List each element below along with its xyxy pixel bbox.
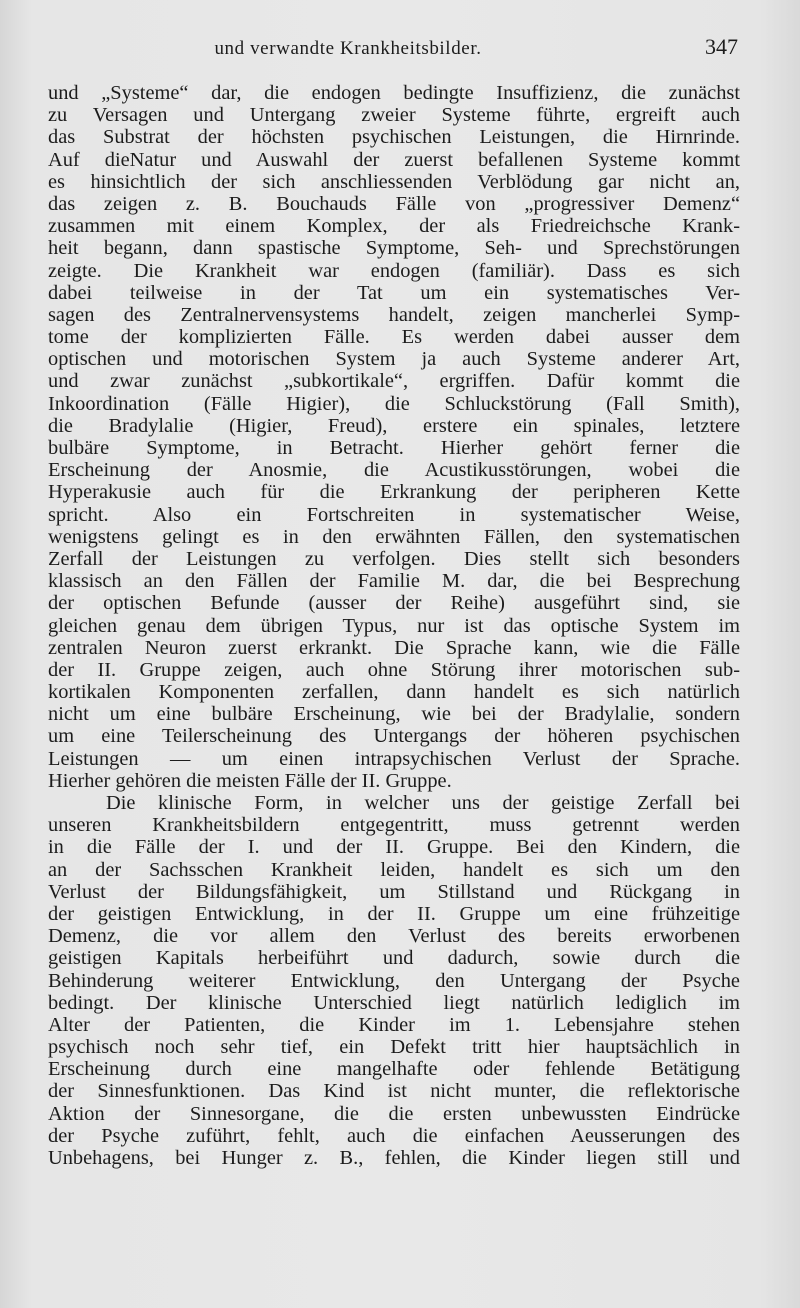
text-line: bedingt. Der klinische Unterschied liegt natürlich lediglich im — [48, 991, 740, 1014]
text-line: der optischen Befunde (ausser der Reihe) ausgeführt sind, sie — [48, 592, 740, 615]
text-line: das zeigen z. B. Bouchauds Fälle von „progressiver Demenz“ — [48, 192, 740, 215]
text-line: gleichen genau dem übrigen Typus, nur ist das optische System im — [48, 614, 740, 637]
text-line: um eine Teilerscheinung des Untergangs der höheren psychischen — [48, 725, 740, 748]
paragraph-start-line: Die klinische Form, in welcher uns der geistige Zerfall bei — [106, 792, 740, 814]
text-line: Demenz, die vor allem den Verlust des bereits erworbenen — [48, 925, 740, 948]
running-title: und verwandte Krankheitsbilder. — [214, 38, 482, 59]
text-line: zeigte. Die Krankheit war endogen (familiär). Dass es sich — [48, 259, 740, 282]
text-line: tome der komplizierten Fälle. Es werden dabei ausser dem — [48, 326, 740, 349]
text-line: Verlust der Bildungsfähigkeit, um Stillstand und Rückgang in — [48, 880, 740, 903]
text-line: sagen des Zentralnervensystems handelt, zeigen mancherlei Symp- — [48, 303, 740, 326]
text-line: Auf dieNatur und Auswahl der zuerst befallenen Systeme kommt — [48, 148, 740, 171]
text-line: und „Systeme“ dar, die endogen bedingte Insuffizienz, die zunächst — [48, 82, 740, 104]
text-line: psychisch noch sehr tief, ein Defekt tritt hier hauptsächlich in — [48, 1036, 740, 1059]
text-line: und zwar zunächst „subkortikale“, ergriffen. Dafür kommt die — [48, 370, 740, 393]
running-head — [48, 34, 738, 62]
text-line: der Sinnesfunktionen. Das Kind ist nicht munter, die reflektorische — [48, 1080, 740, 1103]
text-line: Inkoordination (Fälle Higier), die Schluckstörung (Fall Smith), — [48, 392, 740, 415]
text-line: Aktion der Sinnesorgane, die die ersten unbewussten Eindrücke — [48, 1102, 740, 1125]
paragraph-end-line: Hierher gehören die meisten Fälle der II. Gruppe. — [48, 769, 452, 792]
text-line: geistigen Kapitals herbeiführt und dadurch, sowie durch die — [48, 947, 740, 970]
text-line: unseren Krankheitsbildern entgegentritt, muss getrennt werden — [48, 814, 740, 837]
text-line: der Psyche zuführt, fehlt, auch die einfachen Aeusserungen des — [48, 1124, 740, 1147]
text-line: spricht. Also ein Fortschreiten in systematischer Weise, — [48, 503, 740, 526]
text-line: es hinsichtlich der sich anschliessenden Verblödung gar nicht an, — [48, 170, 740, 193]
text-line: Zerfall der Leistungen zu verfolgen. Dies stellt sich besonders — [48, 547, 740, 570]
text-line: zu Versagen und Untergang zweier Systeme führte, ergreift auch — [48, 104, 740, 127]
text-line: Unbehagens, bei Hunger z. B., fehlen, die Kinder liegen still und — [48, 1147, 740, 1169]
text-line: an der Sachsschen Krankheit leiden, handelt es sich um den — [48, 858, 740, 881]
text-line: Behinderung weiterer Entwicklung, den Untergang der Psyche — [48, 969, 740, 992]
text-line: der geistigen Entwicklung, in der II. Gruppe um eine frühzeitige — [48, 902, 740, 925]
text-line: dabei teilweise in der Tat um ein systematisches Ver- — [48, 281, 740, 304]
text-line: bulbäre Symptome, in Betracht. Hierher gehört ferner die — [48, 437, 740, 459]
page-number: 347 — [705, 34, 738, 59]
text-line: nicht um eine bulbäre Erscheinung, wie bei der Bradylalie, sondern — [48, 703, 740, 726]
text-line: optischen und motorischen System ja auch Systeme anderer Art, — [48, 348, 740, 371]
text-line: Leistungen — um einen intrapsychischen Verlust der Sprache. — [48, 747, 740, 770]
text-line: zentralen Neuron zuerst erkrankt. Die Sprache kann, wie die Fälle — [48, 636, 740, 659]
text-line: kortikalen Komponenten zerfallen, dann handelt es sich natürlich — [48, 681, 740, 704]
text-line: Erscheinung durch eine mangelhafte oder fehlende Betätigung — [48, 1058, 740, 1081]
text-line: zusammen mit einem Komplex, der als Friedreichsche Krank- — [48, 215, 740, 238]
text-line: das Substrat der höchsten psychischen Leistungen, die Hirnrinde. — [48, 126, 740, 149]
text-line: der II. Gruppe zeigen, auch ohne Störung ihrer motorischen sub- — [48, 658, 740, 681]
text-line: Erscheinung der Anosmie, die Acustikusstörungen, wobei die — [48, 459, 740, 482]
text-line: Alter der Patienten, die Kinder im 1. Lebensjahre stehen — [48, 1013, 740, 1036]
text-line: heit begann, dann spastische Symptome, Seh- und Sprechstörungen — [48, 237, 740, 260]
text-line: Hyperakusie auch für die Erkrankung der peripheren Kette — [48, 481, 740, 504]
body-text — [48, 82, 740, 1169]
text-line: wenigstens gelingt es in den erwähnten Fällen, den systematischen — [48, 525, 740, 548]
text-line: die Bradylalie (Higier, Freud), erstere ein spinales, letztere — [48, 414, 740, 437]
text-line: klassisch an den Fällen der Familie M. dar, die bei Besprechung — [48, 570, 740, 593]
text-line: in die Fälle der I. und der II. Gruppe. Bei den Kindern, die — [48, 836, 740, 859]
